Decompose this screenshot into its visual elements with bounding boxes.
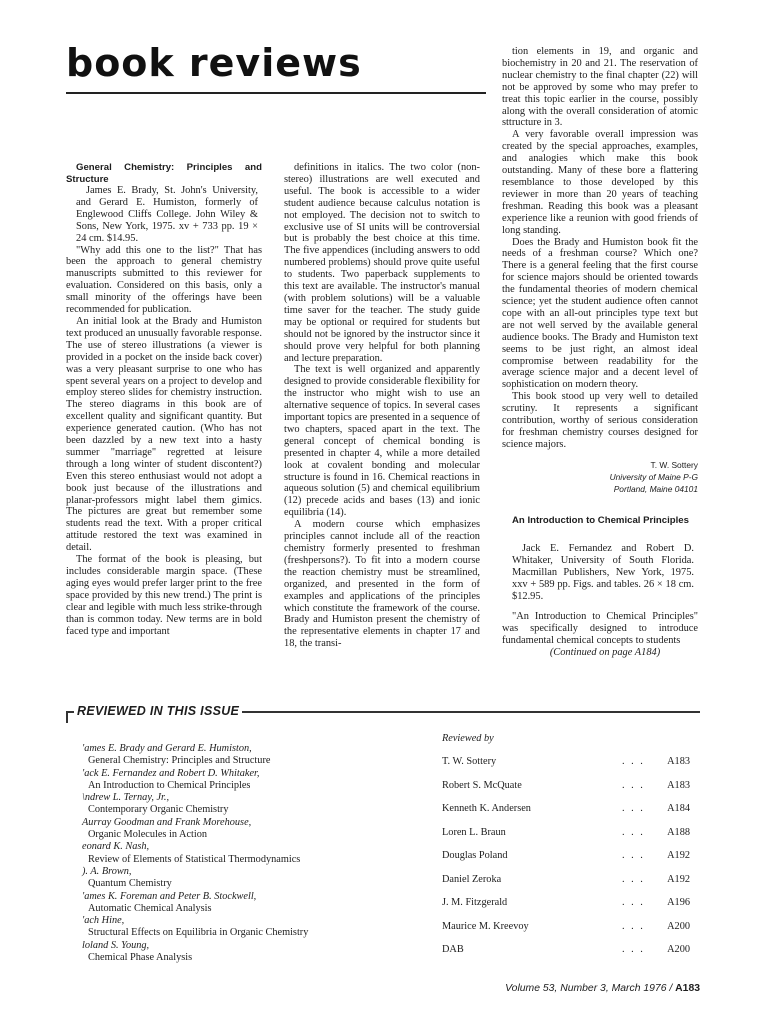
ris-leader-dots: . . . (622, 756, 645, 767)
ris-authors: loland S. Young, (82, 939, 150, 951)
reviewer-affiliation: University of Maine P-G (609, 471, 698, 482)
footer-page-number: A183 (675, 983, 700, 994)
ris-book-title: Contemporary Organic Chemistry (88, 804, 229, 816)
ris-reviewer-row[interactable] (442, 779, 690, 793)
ris-book-title: An Introduction to Chemical Principles (88, 779, 251, 791)
ris-reviewer-name: Maurice M. Kreevoy (442, 920, 529, 932)
ris-reviewer-row[interactable] (442, 802, 690, 816)
paragraph: A very favorable overall impression was created by the special approaches, examples, and analogies which make this book outstanding. Many of these bore a flattering resemblance to those developed by this reviewer in more than 20 years of teaching freshman. Reading this book was a pleasant experience like a reunion with good friends of long standing. (502, 129, 698, 236)
ris-leader-dots: . . . (622, 920, 645, 932)
ris-authors: eonard K. Nash, (82, 841, 150, 853)
paragraph: "Why add this one to the list?" That has been the approach to general chemistry manuscripts submitted to this reviewer for evaluation. Considered on this basis, only a small minority of the offerings have been recommended for publication. (66, 244, 262, 316)
ris-leader-dots: . . . (622, 850, 645, 861)
ris-reviewer-name: Robert S. McQuate (442, 779, 522, 791)
ris-authors: 'ack E. Fernandez and Robert D. Whitaker, (82, 767, 260, 779)
ris-book-title: General Chemistry: Principles and Structure (88, 755, 271, 767)
ris-book-title: Review of Elements of Statistical Thermodynamics (88, 853, 301, 865)
review1-col2-body (284, 162, 480, 650)
ris-reviewer-name: Douglas Poland (442, 850, 508, 861)
ris-reviewer-name: DAB (442, 944, 464, 955)
paragraph: The text is well organized and apparently designed to provide considerable flexibility for the instructor who might wish to use an alternative sequence of topics. In several cases important topics are presented in a sequence of two chapters, spaced apart in the text. The general concept of chemical bonding is presented in chapter 4, while a more detailed look at covalent bonding and molecular structure is found in 16. Chemical reactions in aqueous solution (5) and chemical equilibrium (12) precede acids and bases (13) and ionic equilibria (14). (284, 364, 480, 519)
review2-bibliography: Jack E. Fernandez and Robert D. Whitaker, University of South Florida. Macmillan Publishers, New York, 1975. xxv + 589 pp. Figs. and tables. 26 × 18 cm. $12.95. (512, 543, 694, 602)
paragraph: A modern course which emphasizes principles cannot include all of the reaction chemistry formerly presented to freshman (freshpersons?). To fit into a modern course the reaction chemistry must be streamlined, organized, and presented in the form of examples and applications of the principles which constitute the framework of the course. Brady and Humiston present the chemistry of the representative elements in chapter 17 and 18, the transi- (284, 519, 480, 650)
ris-page-number: A184 (667, 803, 690, 814)
ris-leader-dots: . . . (622, 873, 645, 885)
review1-col3-body (502, 46, 698, 451)
ris-reviewer-name: T. W. Sottery (442, 756, 497, 767)
ris-page-number: A192 (667, 873, 690, 885)
ris-leader-dots: . . . (622, 779, 645, 791)
ris-page-number: A200 (667, 944, 690, 955)
ris-page-number: A192 (667, 850, 690, 861)
ris-leader-dots: . . . (622, 803, 645, 814)
ris-book-title: Structural Effects on Equilibria in Organic Chemistry (88, 927, 309, 939)
ris-reviewer-name: J. M. Fitzgerald (442, 897, 508, 908)
ris-reviewer-name: Loren L. Braun (442, 826, 506, 838)
ris-book-title: Quantum Chemistry (88, 878, 172, 890)
ris-page-number: A200 (667, 920, 690, 932)
reviewed-by-label: Reviewed by (442, 733, 494, 744)
review1-col1-body (66, 245, 262, 638)
ris-authors: ). A. Brown, (82, 865, 132, 877)
column-2 (284, 162, 480, 650)
paragraph: Does the Brady and Humiston book fit the needs of a freshman course? Which one? There is a general feeling that the first course for science majors should be oriented towards the fundamental theories of modern chemical science; yet the student audience often cannot cope with an all-out principles type text but are not well served by the available general audience books. The Brady and Humiston text seems to be just right, an almost ideal compromise between readability for the average science major and a decent level of sophistication on modern theory. (502, 236, 698, 391)
ris-heading: REVIEWED IN THIS ISSUE (74, 703, 242, 719)
masthead: book reviews (66, 41, 362, 85)
ris-reviewer-name: Kenneth K. Andersen (442, 803, 531, 814)
paragraph: An initial look at the Brady and Humiston text produced an unusually favorable response. The use of stereo illustrations (a viewer is provided in a pocket on the inside back cover) was a very pleasant surprise to one who has spent several years on a project to develop and employ stereo slides for chemistry instruction. The stereo diagrams in this book are of excellent quality and significant quantity. But experience generated caution. (Who has not been dazzled by a new text into a hasty summer "marriage" regretted at leisure through a long winter of student discontent?) Even this stereo enthusiast would not adopt a book just because of the illustrations and planar-professors might label them gimics. The pictures are great but remember some students read the text. With a proper critical attitude restored the text was examined in detail. (66, 315, 262, 554)
ris-authors: 'ames K. Foreman and Peter B. Stockwell, (82, 890, 257, 902)
ris-reviewer-row[interactable] (442, 755, 690, 769)
ris-leader-dots: . . . (622, 897, 645, 908)
ris-book-title: Automatic Chemical Analysis (88, 902, 212, 914)
ris-authors: Aurray Goodman and Frank Morehouse, (82, 816, 252, 828)
paragraph: definitions in italics. The two color (non-stereo) illustrations are well executed and useful. The book is accessible to a wider student audience because calculus notation is not employed. The decision not to switch to exclusive use of SI units will be controversial but is probably the best choice at this time. The five appendices (including answers to odd numbered problems) should prove quite useful to students. Two paperback supplements to this text are available. The instructor's manual (with problem solutions) will be a valuable time saver for the teacher. The study guide may be optional or required for students but should not be ignored by the instructor since it should prove very helpful for both planning and lecture preparation. (284, 162, 480, 364)
footer-separator: / (669, 983, 673, 994)
ris-authors: 'ames E. Brady and Gerard E. Humiston, (82, 743, 252, 754)
ris-book-title: Chemical Phase Analysis (88, 952, 193, 964)
ris-reviewer-name: Daniel Zeroka (442, 873, 502, 885)
ris-reviewer-row[interactable] (442, 896, 690, 910)
continued-note[interactable]: (Continued on page A184) (549, 646, 661, 658)
ris-leader-dots: . . . (622, 826, 645, 838)
ris-reviewer-row[interactable] (442, 873, 690, 887)
paragraph: The format of the book is pleasing, but includes considerable margin space. (These aging eyes would prefer larger print to the free space provided by this new trend.) The print is clear and legible with much less strike-through than is common today. New terms are in bold faced type and important (66, 554, 262, 637)
ris-leader-dots: . . . (622, 944, 645, 955)
ris-reviewer-row[interactable] (442, 826, 690, 840)
ris-reviewer-row[interactable] (442, 849, 690, 863)
reviewed-in-this-issue (66, 703, 700, 975)
review1-signature (502, 459, 698, 495)
reviewer-name: T. W. Sottery (650, 459, 698, 470)
paragraph: tion elements in 19, and organic and biochemistry in 20 and 21. The reservation of nuclear chemistry to the final chapter (22) will not be approved by some who may prefer to treat this topic earlier in the course, possibly along with the overall consideration of atomic sttructure in 3. (502, 46, 698, 129)
review1-title: General Chemistry: Principles and Structure (66, 162, 262, 185)
ris-authors: 'ach Hine, (82, 915, 125, 927)
reviewer-location: Portland, Maine 04101 (613, 483, 698, 494)
column-3 (502, 46, 698, 658)
page-footer (505, 983, 700, 994)
ris-page-number: A183 (667, 756, 690, 767)
review2-paragraph: "An Introduction to Chemical Principles" was specifically designed to introduce fundamental chemical concepts to students (502, 610, 698, 646)
ris-authors: \ndrew L. Ternay, Jr., (82, 792, 170, 804)
footer-volume: Volume 53, Number 3, March 1976 (505, 983, 667, 994)
paragraph: This book stood up very well to detailed scrutiny. It represents a significant contribution, worthy of serious consideration for freshman chemistry courses designed for science majors. (502, 391, 698, 450)
ris-page-number: A188 (667, 826, 690, 838)
review1-bibliography: James E. Brady, St. John's University, and Gerard E. Humiston, formerly of Englewood Cliffs College. John Wiley & Sons, New York, 1975. xv + 733 pp. 19 × 24 cm. $14.95. (76, 185, 258, 244)
ris-book-list (82, 743, 422, 964)
column-1 (66, 162, 262, 637)
masthead-rule (66, 92, 486, 94)
ris-page-number: A183 (667, 779, 690, 791)
ris-page-number: A196 (667, 897, 690, 908)
ris-reviewer-row[interactable] (442, 920, 690, 934)
ris-book-title: Organic Molecules in Action (88, 829, 208, 841)
ris-rule-corner (66, 711, 68, 723)
ris-reviewer-row[interactable] (442, 943, 690, 957)
review2-title: An Introduction to Chemical Principles (512, 514, 689, 526)
